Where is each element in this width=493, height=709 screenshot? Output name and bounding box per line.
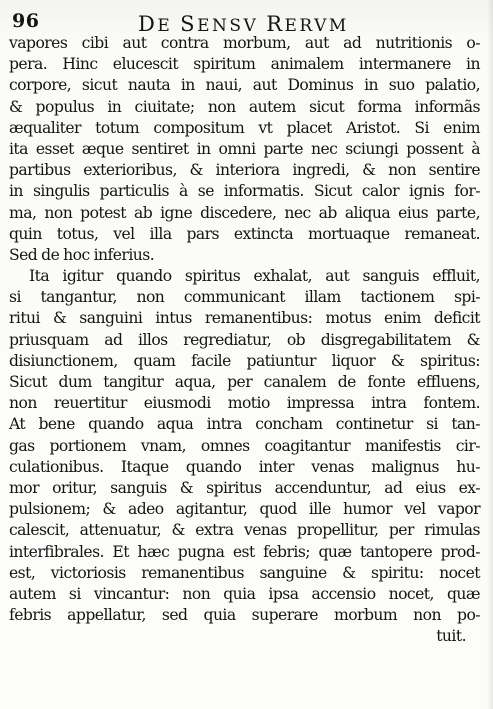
text-line: autem si vincantur: non quia ipsa accensio nocet, quæ <box>9 584 480 603</box>
text-line: febris appellatur, sed quia superare morbum non po- <box>9 606 480 625</box>
page-edge-shadow <box>487 0 493 709</box>
text-line: mor oritur, sanguis & spiritus accenduntur, ad eius ex- <box>9 478 480 497</box>
text-line: At bene quando aqua intra concham continetur si tan- <box>9 415 480 434</box>
text-line: ma, non potest ab igne discedere, nec ab aliqua eius parte, <box>9 203 480 222</box>
paragraph-start-line: Ita igitur quando spiritus exhalat, aut sanguis effluit, <box>29 267 480 286</box>
page-number: 96 <box>12 10 40 32</box>
text-line: & populus in ciuitate; non autem sicut forma informãs <box>9 97 480 116</box>
body-text <box>9 33 480 647</box>
text-line: vapores cibi aut contra morbum, aut ad nutritionis o- <box>9 34 480 52</box>
running-head-cap-2: S <box>180 12 198 36</box>
text-line: gas portionem vnam, omnes coagitantur manifestis cir- <box>9 436 480 455</box>
text-line: non reuertitur eiusmodi motio impressa intra fontem. <box>9 394 480 413</box>
text-line: pulsionem; & adeo agitantur, quod ille humor vel vapor <box>9 500 480 519</box>
running-head-word-2: ENSV <box>197 16 267 36</box>
running-head-word-3: ERVM <box>284 16 349 36</box>
running-head-cap-3: R <box>266 12 285 36</box>
running-head-word-1: E <box>157 16 181 36</box>
text-line-final: tuit. <box>436 627 466 646</box>
text-line: interfibrales. Et hæc pugna est febris; quæ tantopere prod- <box>9 542 480 561</box>
text-line: calescit, attenuatur, & extra venas propellitur, per rimulas <box>9 521 480 540</box>
text-line: Sed de hoc inferius. <box>9 245 155 264</box>
text-line: ritui & sanguini intus remanentibus: motus enim deficit <box>9 309 480 328</box>
text-line: quin totus, vel illa pars extincta mortuaque remaneat. <box>9 224 480 243</box>
text-line: partibus exterioribus, & interiora ingredi, & non sentire <box>9 161 480 180</box>
text-line: in singulis particulis à se informatis. Sicut calor ignis for- <box>9 182 480 201</box>
text-line: priusquam ad illos regrediatur, ob disgregabilitatem & <box>9 330 480 349</box>
page-header <box>10 6 485 36</box>
text-line: culationibus. Itaque quando inter venas malignus hu- <box>9 457 480 476</box>
text-line: pera. Hinc elucescit spiritum animalem intermanere in <box>9 55 480 74</box>
running-head-cap-1: D <box>138 12 158 36</box>
text-line: disiunctionem, quam facile patiuntur liquor & spiritus: <box>9 351 480 370</box>
text-line: est, victoriosis remanentibus sanguine & spiritu: nocet <box>9 563 480 582</box>
text-line: æqualiter totum compositum vt placet Aristot. Si enim <box>9 118 480 137</box>
text-line: corpore, sicut nauta in naui, aut Dominus in suo palatio, <box>9 76 480 95</box>
text-line: si tangantur, non communicant illam tactionem spi- <box>9 288 480 307</box>
text-line: ita esset æque sentiret in omni parte nec sciungi possent à <box>9 139 480 158</box>
text-line: Sicut dum tangitur aqua, per canalem de fonte effluens, <box>9 373 480 391</box>
